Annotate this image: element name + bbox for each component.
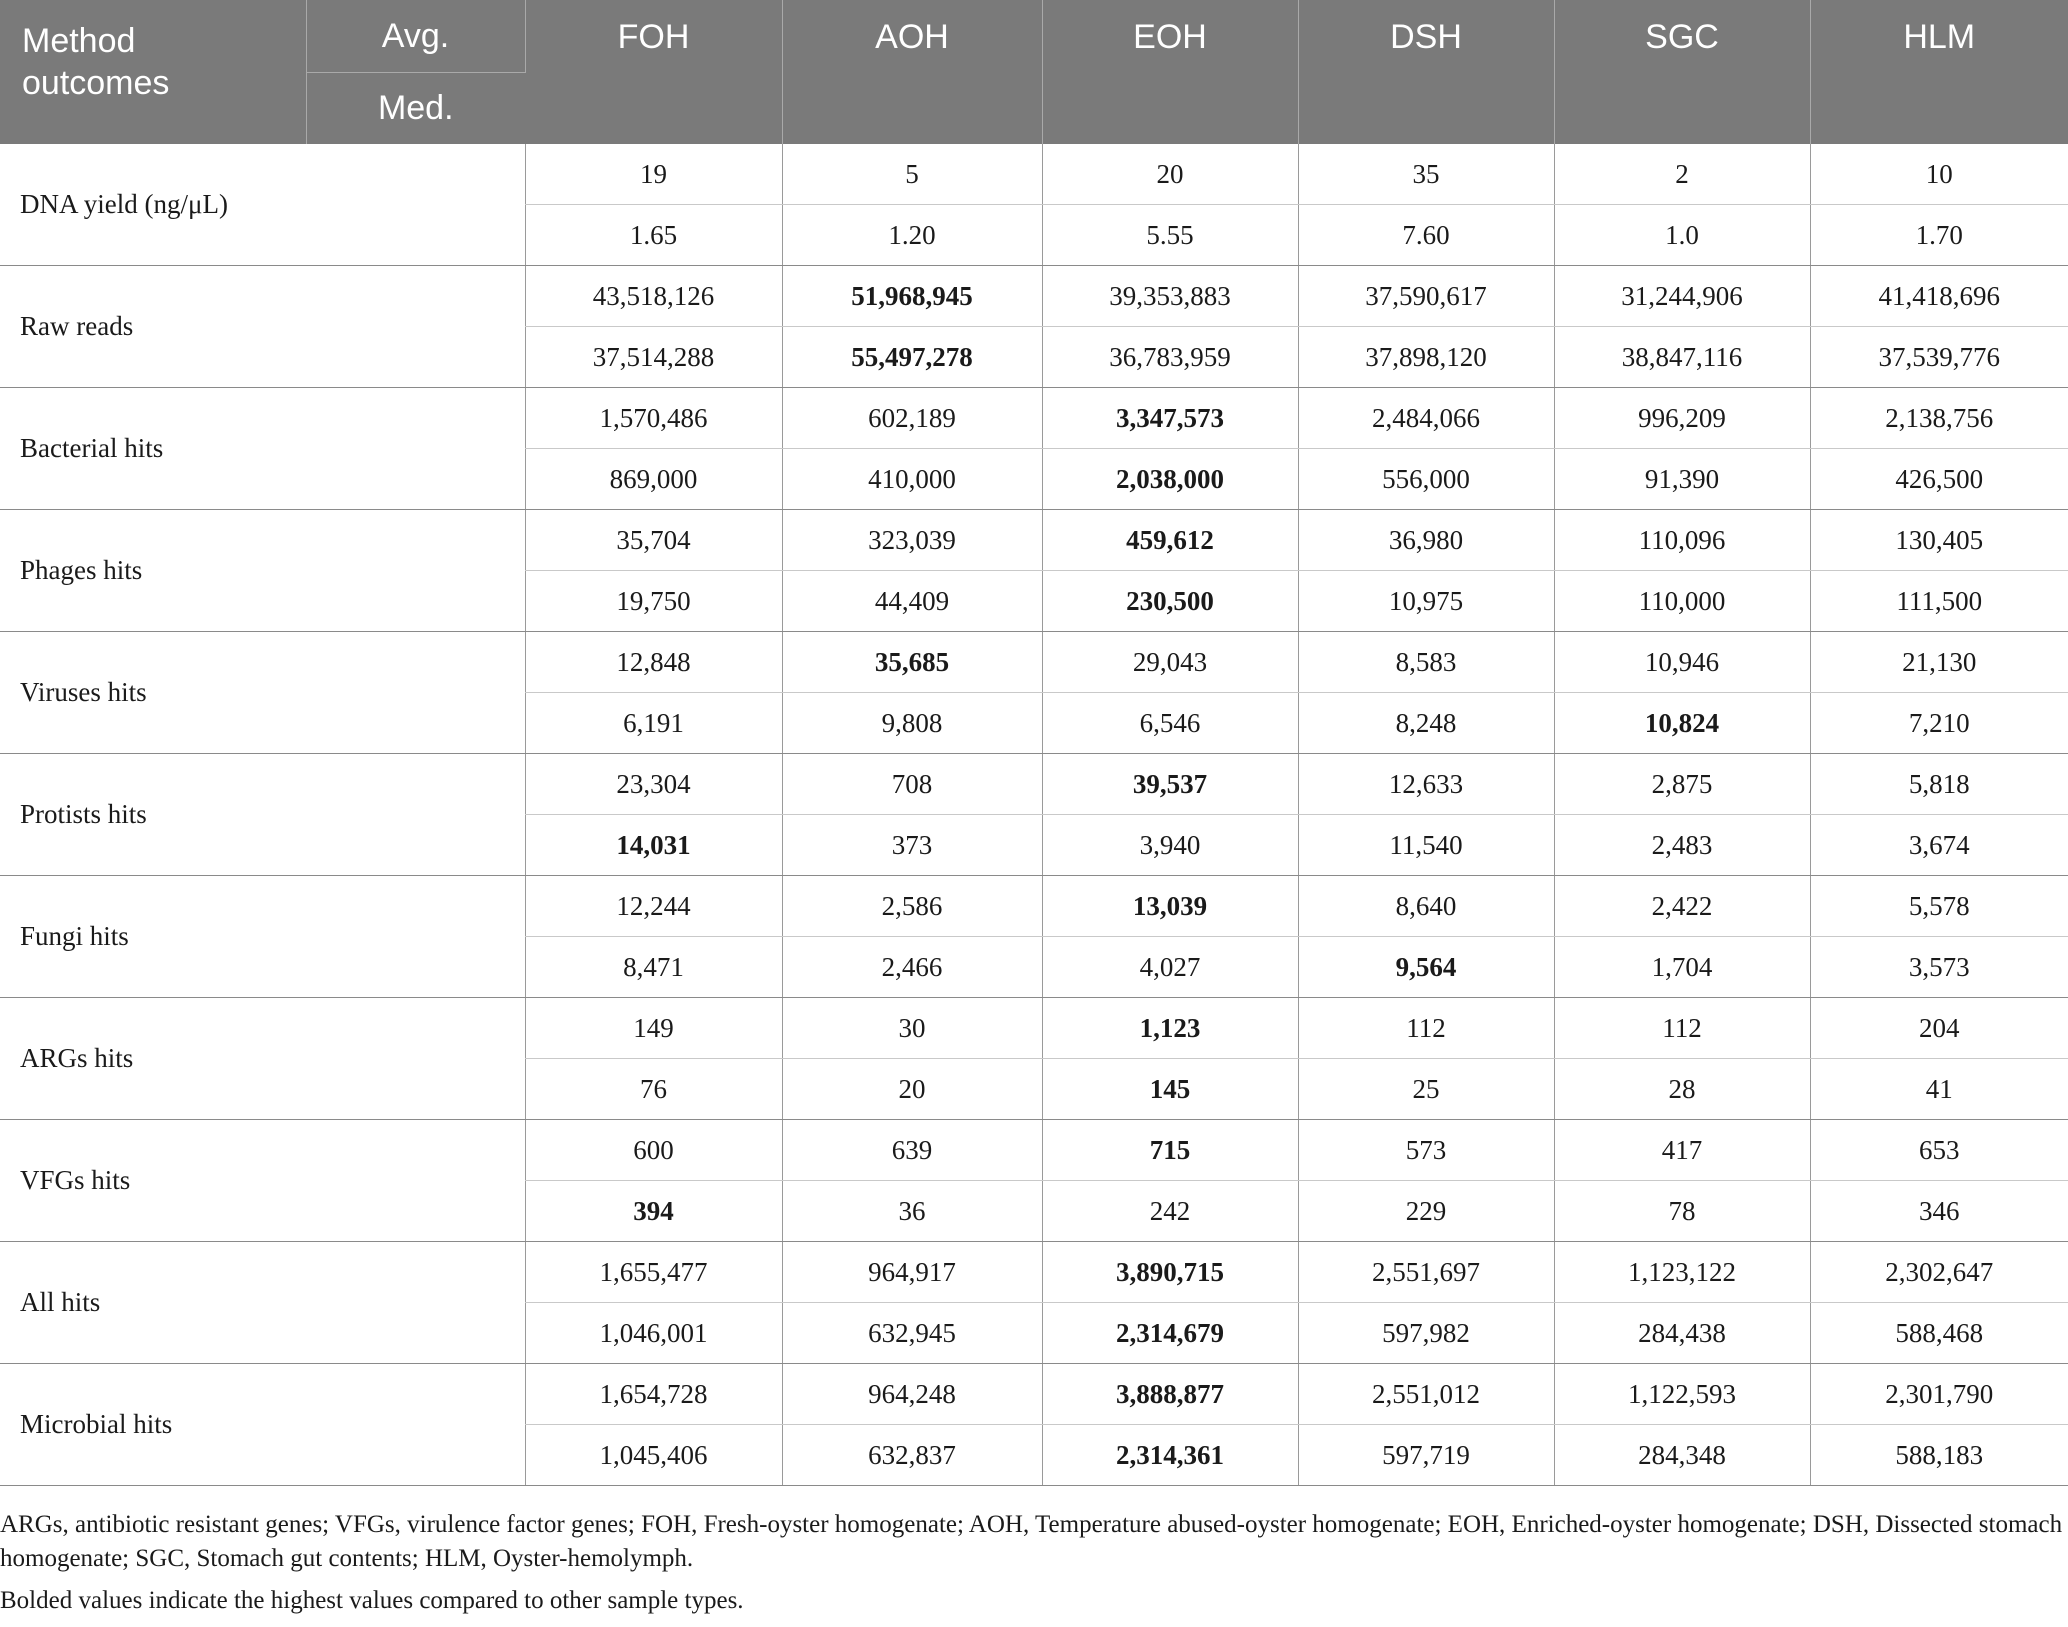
table-row-avg bbox=[0, 388, 2068, 449]
med-cell: 1,045,406 bbox=[525, 1425, 782, 1486]
header-col-eoh: EOH bbox=[1042, 0, 1298, 144]
avg-cell: 2,551,697 bbox=[1298, 1242, 1554, 1303]
header-method-outcomes bbox=[0, 0, 306, 144]
med-cell: 410,000 bbox=[782, 449, 1042, 510]
table-header bbox=[0, 0, 2068, 144]
avg-cell: 130,405 bbox=[1810, 510, 2068, 571]
med-cell: 229 bbox=[1298, 1181, 1554, 1242]
avg-cell: 12,633 bbox=[1298, 754, 1554, 815]
avg-cell: 37,590,617 bbox=[1298, 266, 1554, 327]
med-cell: 597,982 bbox=[1298, 1303, 1554, 1364]
med-cell: 3,573 bbox=[1810, 937, 2068, 998]
avg-cell: 1,655,477 bbox=[525, 1242, 782, 1303]
med-cell: 346 bbox=[1810, 1181, 2068, 1242]
med-cell: 7.60 bbox=[1298, 205, 1554, 266]
avg-cell: 5,578 bbox=[1810, 876, 2068, 937]
avg-cell: 2,302,647 bbox=[1810, 1242, 2068, 1303]
avg-cell: 964,917 bbox=[782, 1242, 1042, 1303]
med-cell: 20 bbox=[782, 1059, 1042, 1120]
avg-cell: 30 bbox=[782, 998, 1042, 1059]
med-cell: 25 bbox=[1298, 1059, 1554, 1120]
avg-cell: 1,123,122 bbox=[1554, 1242, 1810, 1303]
med-cell: 4,027 bbox=[1042, 937, 1298, 998]
avg-cell: 204 bbox=[1810, 998, 2068, 1059]
avg-cell: 2 bbox=[1554, 144, 1810, 205]
med-cell: 5.55 bbox=[1042, 205, 1298, 266]
table-row-avg bbox=[0, 754, 2068, 815]
avg-cell: 43,518,126 bbox=[525, 266, 782, 327]
table-row-avg bbox=[0, 266, 2068, 327]
med-cell: 38,847,116 bbox=[1554, 327, 1810, 388]
table-row-avg bbox=[0, 998, 2068, 1059]
avg-cell: 8,640 bbox=[1298, 876, 1554, 937]
avg-cell: 51,968,945 bbox=[782, 266, 1042, 327]
med-cell: 3,940 bbox=[1042, 815, 1298, 876]
avg-cell: 23,304 bbox=[525, 754, 782, 815]
avg-cell: 1,122,593 bbox=[1554, 1364, 1810, 1425]
med-cell: 7,210 bbox=[1810, 693, 2068, 754]
table-row-avg bbox=[0, 144, 2068, 205]
med-cell: 55,497,278 bbox=[782, 327, 1042, 388]
row-label: Microbial hits bbox=[0, 1364, 525, 1486]
avg-cell: 13,039 bbox=[1042, 876, 1298, 937]
avg-cell: 459,612 bbox=[1042, 510, 1298, 571]
med-cell: 19,750 bbox=[525, 571, 782, 632]
med-cell: 1,046,001 bbox=[525, 1303, 782, 1364]
avg-cell: 2,875 bbox=[1554, 754, 1810, 815]
avg-cell: 3,890,715 bbox=[1042, 1242, 1298, 1303]
med-cell: 91,390 bbox=[1554, 449, 1810, 510]
med-cell: 111,500 bbox=[1810, 571, 2068, 632]
avg-cell: 19 bbox=[525, 144, 782, 205]
med-cell: 2,314,679 bbox=[1042, 1303, 1298, 1364]
avg-cell: 20 bbox=[1042, 144, 1298, 205]
avg-cell: 5 bbox=[782, 144, 1042, 205]
med-cell: 556,000 bbox=[1298, 449, 1554, 510]
med-cell: 588,183 bbox=[1810, 1425, 2068, 1486]
avg-cell: 653 bbox=[1810, 1120, 2068, 1181]
avg-cell: 2,422 bbox=[1554, 876, 1810, 937]
header-method-text: Method outcomes bbox=[22, 22, 170, 102]
avg-cell: 3,888,877 bbox=[1042, 1364, 1298, 1425]
avg-cell: 149 bbox=[525, 998, 782, 1059]
avg-cell: 417 bbox=[1554, 1120, 1810, 1181]
row-label: Phages hits bbox=[0, 510, 525, 632]
avg-cell: 715 bbox=[1042, 1120, 1298, 1181]
med-cell: 76 bbox=[525, 1059, 782, 1120]
med-cell: 37,539,776 bbox=[1810, 327, 2068, 388]
avg-cell: 602,189 bbox=[782, 388, 1042, 449]
avg-cell: 964,248 bbox=[782, 1364, 1042, 1425]
row-label: Raw reads bbox=[0, 266, 525, 388]
avg-cell: 996,209 bbox=[1554, 388, 1810, 449]
avg-cell: 10 bbox=[1810, 144, 2068, 205]
row-label: DNA yield (ng/μL) bbox=[0, 144, 525, 266]
avg-cell: 600 bbox=[525, 1120, 782, 1181]
table-row-avg bbox=[0, 876, 2068, 937]
avg-cell: 5,818 bbox=[1810, 754, 2068, 815]
avg-cell: 1,570,486 bbox=[525, 388, 782, 449]
row-label: Bacterial hits bbox=[0, 388, 525, 510]
avg-cell: 31,244,906 bbox=[1554, 266, 1810, 327]
table-row-avg bbox=[0, 632, 2068, 693]
avg-cell: 2,586 bbox=[782, 876, 1042, 937]
header-med: Med. bbox=[306, 73, 525, 145]
med-cell: 28 bbox=[1554, 1059, 1810, 1120]
med-cell: 78 bbox=[1554, 1181, 1810, 1242]
avg-cell: 1,123 bbox=[1042, 998, 1298, 1059]
row-label: Protists hits bbox=[0, 754, 525, 876]
row-label: ARGs hits bbox=[0, 998, 525, 1120]
med-cell: 1.20 bbox=[782, 205, 1042, 266]
med-cell: 1.65 bbox=[525, 205, 782, 266]
table-row-avg bbox=[0, 510, 2068, 571]
med-cell: 2,483 bbox=[1554, 815, 1810, 876]
avg-cell: 36,980 bbox=[1298, 510, 1554, 571]
table-row-avg bbox=[0, 1120, 2068, 1181]
med-cell: 37,514,288 bbox=[525, 327, 782, 388]
footnote-abbreviations: ARGs, antibiotic resistant genes; VFGs, virulence factor genes; FOH, Fresh-oyster homogenate; AOH, Temperature abused-oyster homogenate; EOH, Enriched-oyster homogenate; DSH, Dissected stomach homogenate; SGC, Stomach gut contents; HLM, Oyster-hemolymph. bbox=[0, 1511, 2063, 1572]
header-avg: Avg. bbox=[306, 0, 525, 73]
avg-cell: 112 bbox=[1298, 998, 1554, 1059]
footnote-bold-note: Bolded values indicate the highest values compared to other sample types. bbox=[0, 1587, 744, 1614]
header-col-sgc: SGC bbox=[1554, 0, 1810, 144]
avg-cell: 110,096 bbox=[1554, 510, 1810, 571]
med-cell: 110,000 bbox=[1554, 571, 1810, 632]
med-cell: 373 bbox=[782, 815, 1042, 876]
med-cell: 37,898,120 bbox=[1298, 327, 1554, 388]
med-cell: 36,783,959 bbox=[1042, 327, 1298, 388]
avg-cell: 12,244 bbox=[525, 876, 782, 937]
table-row-avg bbox=[0, 1242, 2068, 1303]
avg-cell: 41,418,696 bbox=[1810, 266, 2068, 327]
med-cell: 426,500 bbox=[1810, 449, 2068, 510]
med-cell: 8,471 bbox=[525, 937, 782, 998]
avg-cell: 573 bbox=[1298, 1120, 1554, 1181]
avg-cell: 3,347,573 bbox=[1042, 388, 1298, 449]
med-cell: 1.70 bbox=[1810, 205, 2068, 266]
med-cell: 242 bbox=[1042, 1181, 1298, 1242]
row-label: All hits bbox=[0, 1242, 525, 1364]
avg-cell: 12,848 bbox=[525, 632, 782, 693]
med-cell: 284,438 bbox=[1554, 1303, 1810, 1364]
row-label: VFGs hits bbox=[0, 1120, 525, 1242]
avg-cell: 2,138,756 bbox=[1810, 388, 2068, 449]
med-cell: 6,546 bbox=[1042, 693, 1298, 754]
med-cell: 2,314,361 bbox=[1042, 1425, 1298, 1486]
avg-cell: 2,484,066 bbox=[1298, 388, 1554, 449]
header-col-dsh: DSH bbox=[1298, 0, 1554, 144]
avg-cell: 112 bbox=[1554, 998, 1810, 1059]
med-cell: 2,466 bbox=[782, 937, 1042, 998]
avg-cell: 639 bbox=[782, 1120, 1042, 1181]
med-cell: 1.0 bbox=[1554, 205, 1810, 266]
avg-cell: 39,537 bbox=[1042, 754, 1298, 815]
med-cell: 632,837 bbox=[782, 1425, 1042, 1486]
med-cell: 869,000 bbox=[525, 449, 782, 510]
med-cell: 2,038,000 bbox=[1042, 449, 1298, 510]
table-body bbox=[0, 144, 2068, 1486]
avg-cell: 2,301,790 bbox=[1810, 1364, 2068, 1425]
med-cell: 9,808 bbox=[782, 693, 1042, 754]
avg-cell: 323,039 bbox=[782, 510, 1042, 571]
avg-cell: 39,353,883 bbox=[1042, 266, 1298, 327]
header-col-aoh: AOH bbox=[782, 0, 1042, 144]
med-cell: 230,500 bbox=[1042, 571, 1298, 632]
med-cell: 588,468 bbox=[1810, 1303, 2068, 1364]
med-cell: 44,409 bbox=[782, 571, 1042, 632]
row-label: Fungi hits bbox=[0, 876, 525, 998]
med-cell: 1,704 bbox=[1554, 937, 1810, 998]
header-col-hlm: HLM bbox=[1810, 0, 2068, 144]
med-cell: 6,191 bbox=[525, 693, 782, 754]
avg-cell: 8,583 bbox=[1298, 632, 1554, 693]
med-cell: 3,674 bbox=[1810, 815, 2068, 876]
med-cell: 11,540 bbox=[1298, 815, 1554, 876]
med-cell: 14,031 bbox=[525, 815, 782, 876]
med-cell: 10,975 bbox=[1298, 571, 1554, 632]
avg-cell: 10,946 bbox=[1554, 632, 1810, 693]
row-label: Viruses hits bbox=[0, 632, 525, 754]
med-cell: 145 bbox=[1042, 1059, 1298, 1120]
med-cell: 41 bbox=[1810, 1059, 2068, 1120]
avg-cell: 1,654,728 bbox=[525, 1364, 782, 1425]
table-row-avg bbox=[0, 1364, 2068, 1425]
med-cell: 9,564 bbox=[1298, 937, 1554, 998]
avg-cell: 29,043 bbox=[1042, 632, 1298, 693]
med-cell: 8,248 bbox=[1298, 693, 1554, 754]
avg-cell: 35 bbox=[1298, 144, 1554, 205]
avg-cell: 21,130 bbox=[1810, 632, 2068, 693]
header-col-foh: FOH bbox=[525, 0, 782, 144]
med-cell: 10,824 bbox=[1554, 693, 1810, 754]
avg-cell: 708 bbox=[782, 754, 1042, 815]
med-cell: 597,719 bbox=[1298, 1425, 1554, 1486]
avg-cell: 35,704 bbox=[525, 510, 782, 571]
med-cell: 284,348 bbox=[1554, 1425, 1810, 1486]
med-cell: 632,945 bbox=[782, 1303, 1042, 1364]
avg-cell: 35,685 bbox=[782, 632, 1042, 693]
avg-cell: 2,551,012 bbox=[1298, 1364, 1554, 1425]
med-cell: 36 bbox=[782, 1181, 1042, 1242]
med-cell: 394 bbox=[525, 1181, 782, 1242]
